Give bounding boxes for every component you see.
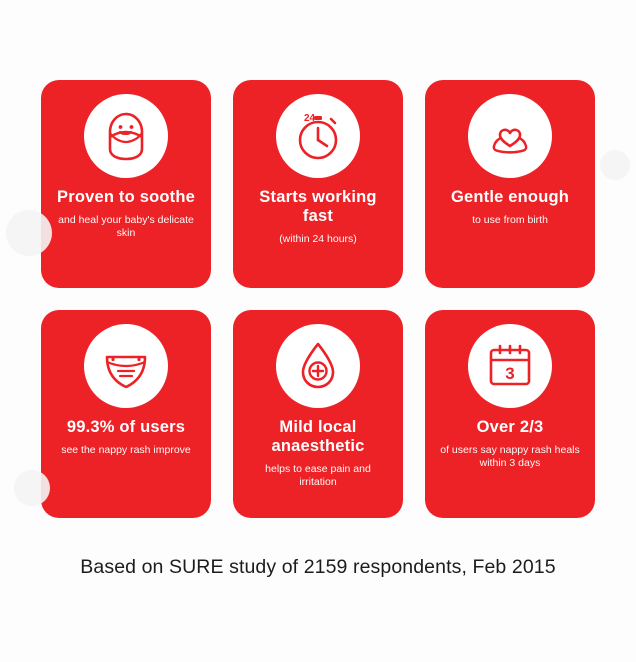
icon-badge (84, 94, 168, 178)
benefit-subtitle: to use from birth (472, 214, 548, 226)
background-decoration (600, 150, 630, 180)
background-decoration (6, 210, 52, 256)
benefit-title: Over 2/3 (476, 418, 544, 436)
icon-badge (84, 324, 168, 408)
benefit-card (425, 310, 595, 518)
benefit-card-grid (41, 80, 595, 518)
icon-badge (468, 324, 552, 408)
benefit-card (233, 310, 403, 518)
icon-badge (468, 94, 552, 178)
benefit-subtitle: and heal your baby's delicate skin (58, 214, 194, 239)
nappy-icon (97, 337, 155, 395)
swaddled-baby-icon (97, 107, 155, 165)
droplet-with-cross-icon (289, 337, 347, 395)
svg-text:3: 3 (505, 364, 515, 383)
svg-text:24: 24 (304, 113, 316, 124)
benefit-title: 99.3% of users (66, 418, 186, 436)
stopwatch-24h-icon (289, 107, 347, 165)
benefit-card (41, 310, 211, 518)
benefit-card (41, 80, 211, 288)
calendar-icon (481, 337, 539, 395)
icon-badge (276, 324, 360, 408)
benefit-card (233, 80, 403, 288)
study-footnote: Based on SURE study of 2159 respondents, Feb 2015 (80, 556, 556, 578)
benefit-subtitle: helps to ease pain and irritation (265, 463, 371, 488)
benefit-title: Gentle enough (450, 188, 570, 206)
icon-badge (276, 94, 360, 178)
benefit-subtitle: see the nappy rash improve (61, 444, 191, 456)
benefit-title: Proven to soothe (57, 188, 195, 206)
background-decoration (14, 470, 50, 506)
benefit-subtitle: of users say nappy rash heals within 3 days (440, 444, 580, 469)
benefit-card (425, 80, 595, 288)
benefit-subtitle: (within 24 hours) (279, 233, 357, 245)
benefit-title: Mild local anaesthetic (271, 418, 365, 455)
hands-holding-heart-icon (481, 107, 539, 165)
benefit-title: Starts working fast (259, 188, 377, 225)
